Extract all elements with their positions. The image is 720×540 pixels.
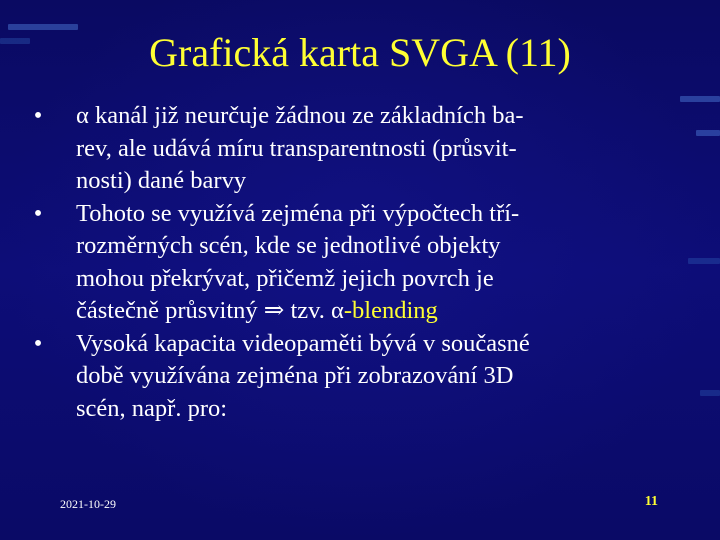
- slide-title: Grafická karta SVGA (11): [149, 30, 571, 75]
- bullet-text: částečně průsvitný: [76, 297, 264, 324]
- bullet-marker: •: [33, 329, 43, 357]
- bullet-text: kanál již neurčuje žádnou ze základních ba-: [88, 102, 524, 129]
- alpha-symbol: α: [331, 297, 344, 324]
- page-number: 11: [644, 494, 658, 509]
- bullet-item: [28, 100, 688, 198]
- decorative-streak: [696, 130, 720, 136]
- bullet-line: nosti) dané barvy: [76, 167, 247, 194]
- alpha-symbol: α: [76, 102, 89, 129]
- bullet-item: [28, 198, 688, 328]
- bullet-marker: •: [33, 199, 43, 227]
- bullet-line: rozměrných scén, kde se jednotlivé objekty: [76, 232, 501, 259]
- bullet-line: scén, např. pro:: [76, 394, 228, 422]
- bullet-item: [28, 328, 688, 426]
- bullet-line: mohou překrývat, přičemž jejich povrch je: [76, 264, 494, 292]
- bullet-line: rev, ale udává míru transparentnosti (průsvit-: [76, 134, 517, 162]
- bullet-line: Vysoká kapacita videopaměti bývá v současné: [76, 329, 530, 357]
- bullet-line: [76, 100, 688, 133]
- slide-body: [28, 100, 688, 425]
- bullet-text: tzv.: [284, 297, 332, 324]
- implies-arrow-icon: ⇒: [263, 297, 285, 324]
- highlighted-term: -blending: [343, 297, 438, 324]
- bullet-marker: •: [33, 102, 43, 129]
- footer-date: 2021-10-29: [60, 497, 116, 511]
- decorative-streak: [700, 390, 720, 396]
- decorative-streak: [688, 258, 720, 264]
- bullet-line: Tohoto se využívá zejména při výpočtech tří-: [76, 199, 520, 227]
- bullet-line: době využívána zejména při zobrazování 3D: [76, 362, 514, 389]
- bullet-line: [76, 295, 688, 328]
